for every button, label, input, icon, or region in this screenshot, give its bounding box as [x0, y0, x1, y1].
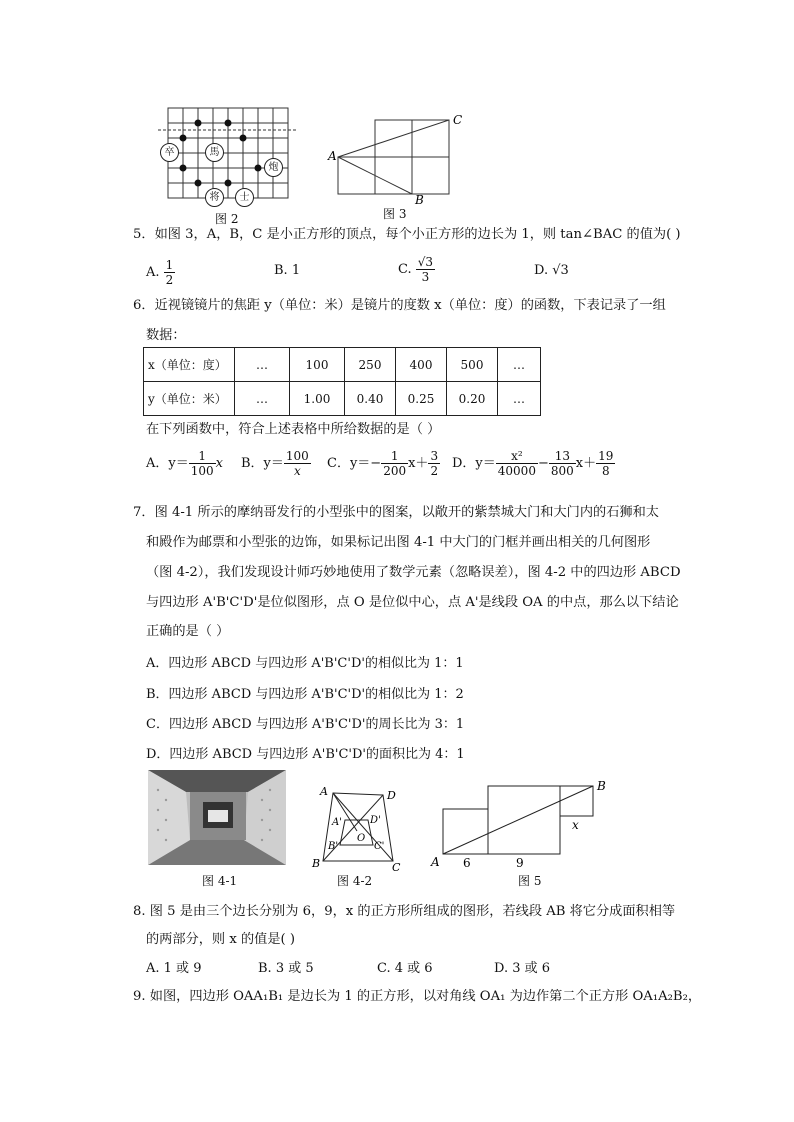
label-c: C [453, 113, 463, 127]
svg-text:A: A [320, 785, 328, 798]
svg-text:D': D' [370, 815, 381, 826]
table-row: y（单位：米） … 1.00 0.40 0.25 0.20 … [144, 382, 541, 416]
figure-4-1-caption: 图 4-1 [202, 874, 238, 888]
question-7-line-1: 7．图 4-1 所示的摩纳哥发行的小型张中的图案，以敞开的紫禁城大门和大门内的石狮和太 [133, 505, 659, 520]
q5-option-a: A. $\frac{1}{2}$ [146, 258, 174, 287]
svg-text:B: B [597, 779, 606, 793]
svg-text:B: B [312, 857, 321, 870]
question-7-line-5: 正确的是（ ） [146, 624, 230, 639]
q5-c-num: √3 [417, 255, 434, 269]
svg-text:O: O [357, 833, 366, 844]
figure-4-2-caption: 图 4-2 [337, 874, 373, 888]
piece-pao: 炮 [264, 158, 283, 177]
homothety-diagram [308, 783, 408, 873]
q5-option-c: C. $\frac{√3}{3}$ [398, 255, 434, 284]
q6-option-c: C．y＝− $\frac{1}{200}$ x＋ $\frac{3}{2}$ [327, 449, 439, 478]
figure-3-caption: 图 3 [383, 207, 407, 221]
svg-text:C': C' [374, 841, 385, 852]
label-a: A [328, 149, 337, 163]
q8-option-c: C. 4 或 6 [377, 961, 433, 976]
svg-text:B': B' [328, 841, 339, 852]
figure-5 [428, 775, 618, 870]
label-b: B [415, 193, 424, 206]
q5-c-den: 3 [421, 270, 430, 284]
three-squares-diagram [428, 775, 618, 870]
q5-a-num: 1 [165, 258, 174, 272]
gate-photo-image [148, 770, 286, 865]
q5-option-d: D. √3 [534, 263, 569, 278]
question-8-line-2: 的两部分，则 x 的值是( ) [146, 932, 295, 947]
question-7-line-2: 和殿作为邮票和小型张的边饰，如果标记出图 4-1 中大门的门框并画出相关的几何图形 [146, 535, 651, 550]
figure-5-caption: 图 5 [518, 874, 542, 888]
piece-ma: 馬 [205, 143, 224, 162]
piece-shi: 士 [235, 188, 254, 207]
question-7-line-4: 与四边形 A'B'C'D'是位似图形，点 O 是位似中心，点 A'是线段 OA 的中点，那么以下结论 [146, 595, 679, 610]
svg-text:A: A [431, 855, 440, 869]
q8-option-d: D. 3 或 6 [494, 961, 551, 976]
q6-option-a: A．y＝ $\frac{1}{100}$ x [146, 449, 223, 478]
q7-option-b: B．四边形 ABCD 与四边形 A'B'C'D'的相似比为 1：2 [146, 687, 464, 702]
figure-4-2 [308, 783, 408, 873]
q6-option-b: B．y＝ $\frac{100}{x}$ [241, 449, 309, 478]
q7-option-c: C．四边形 ABCD 与四边形 A'B'C'D'的周长比为 3：1 [146, 717, 465, 732]
q5-option-b: B. 1 [274, 263, 301, 278]
question-7-line-3: （图 4-2），我们发现设计师巧妙地使用了数学元素（忽略误差），图 4-2 中的四边形 ABCD [146, 565, 681, 580]
svg-text:C: C [392, 861, 401, 873]
figure-3 [325, 108, 475, 206]
piece-zu: 卒 [160, 143, 179, 162]
question-9-line-1: 9. 如图，四边形 OAA₁B₁ 是边长为 1 的正方形，以对角线 OA₁ 为边作第二个正方形 OA₁A₂B₂， [133, 989, 702, 1004]
q8-option-a: A. 1 或 9 [146, 961, 202, 976]
svg-text:6: 6 [463, 856, 471, 870]
svg-text:9: 9 [516, 856, 524, 870]
question-5-text: 5．如图 3，A，B，C 是小正方形的顶点，每个小正方形的边长为 1，则 tan∠BAC 的值为( ) [133, 227, 681, 242]
q7-option-a: A．四边形 ABCD 与四边形 A'B'C'D'的相似比为 1：1 [146, 656, 464, 671]
svg-text:D: D [387, 789, 396, 802]
svg-text:x: x [572, 818, 579, 832]
q8-option-b: B. 3 或 5 [258, 961, 314, 976]
table-row: x（单位：度） … 100 250 400 500 … [144, 348, 541, 382]
q7-option-d: D．四边形 ABCD 与四边形 A'B'C'D'的面积比为 4：1 [146, 747, 465, 762]
question-6-line-2: 数据： [146, 328, 186, 343]
figure-4-1-photo [148, 770, 286, 865]
piece-jiang: 将 [205, 188, 224, 207]
question-6-prompt: 在下列函数中，符合上述表格中所给数据的是（ ） [146, 422, 441, 437]
question-6-line-1: 6．近视镜镜片的焦距 y（单位：米）是镜片的度数 x（单位：度）的函数，下表记录了一组 [133, 298, 666, 313]
q6-data-table [143, 347, 541, 416]
question-8-line-1: 8. 图 5 是由三个边长分别为 6，9，x 的正方形所组成的图形，若线段 AB 将它分成面积相等 [133, 904, 676, 919]
figure-2 [155, 103, 300, 213]
svg-text:A': A' [332, 817, 342, 828]
grid-triangle-diagram [325, 108, 475, 206]
figure-2-caption: 图 2 [215, 212, 239, 226]
q6-option-d: D．y＝ $\frac{\text{x²}}{40000}$ − $\frac{13}{800}$ x＋ $\frac{19}{8}$ [452, 449, 614, 478]
q5-a-den: 2 [165, 273, 174, 287]
